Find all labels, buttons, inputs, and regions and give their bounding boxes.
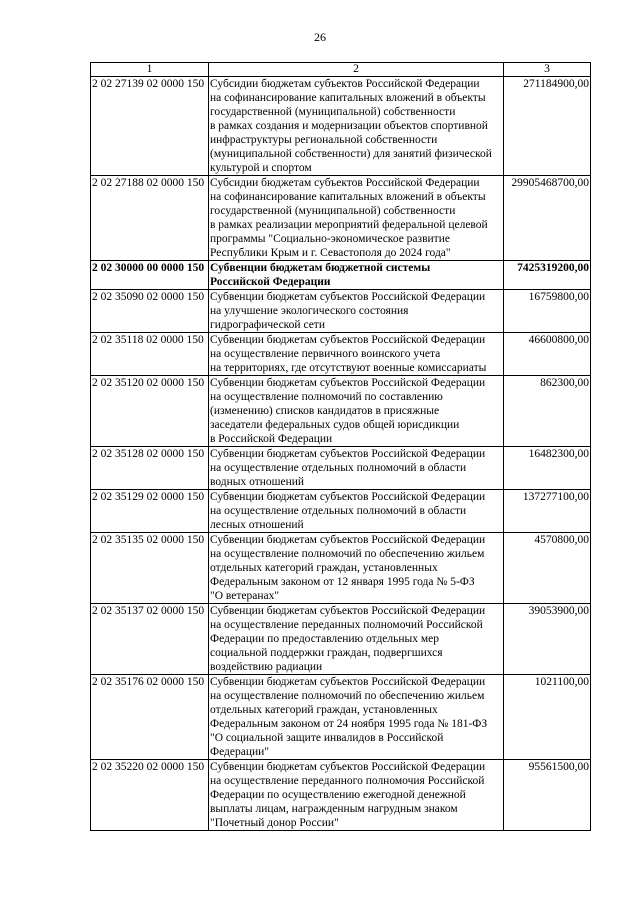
classification-code-cell: 2 02 35176 02 0000 150 [91,675,209,760]
amount-cell: 7425319200,00 [504,261,591,290]
classification-code-cell: 2 02 35090 02 0000 150 [91,290,209,333]
classification-code-cell: 2 02 35129 02 0000 150 [91,490,209,533]
table-row [91,490,591,533]
column-number-1: 1 [91,63,209,77]
classification-code-cell: 2 02 35120 02 0000 150 [91,376,209,447]
income-name-cell: Субвенции бюджетам субъектов Российской Федерации на осуществление переданного полномочия Российской Федерации по осуществлению ежегодной денежной выплаты лицам, награжденным нагрудным знаком "Почетный донор России" [209,760,504,831]
table-row [91,604,591,675]
table-row [91,77,591,176]
classification-code-cell: 2 02 35137 02 0000 150 [91,604,209,675]
amount-cell: 46600800,00 [504,333,591,376]
amount-cell: 1021100,00 [504,675,591,760]
column-number-2: 2 [209,63,504,77]
table-row [91,290,591,333]
amount-cell: 4570800,00 [504,533,591,604]
table-body [91,77,591,831]
amount-cell: 16759800,00 [504,290,591,333]
income-name-cell: Субвенции бюджетам субъектов Российской Федерации на осуществление переданных полномочий Российской Федерации по предоставлению отдельных мер социальной поддержки граждан, подвергшихся воздействию радиации [209,604,504,675]
table-row [91,376,591,447]
income-name-cell: Субвенции бюджетам субъектов Российской Федерации на улучшение экологического состояния гидрографической сети [209,290,504,333]
table-row [91,675,591,760]
classification-code-cell: 2 02 35118 02 0000 150 [91,333,209,376]
amount-cell: 862300,00 [504,376,591,447]
amount-cell: 39053900,00 [504,604,591,675]
classification-code-cell: 2 02 27188 02 0000 150 [91,176,209,261]
income-name-cell: Субвенции бюджетам субъектов Российской Федерации на осуществление полномочий по составлению (изменению) списков кандидатов в присяжные заседатели федеральных судов общей юрисдикции в Российской Федерации [209,376,504,447]
table-row [91,333,591,376]
amount-cell: 29905468700,00 [504,176,591,261]
column-number-3: 3 [504,63,591,77]
income-name-cell: Субвенции бюджетам субъектов Российской Федерации на осуществление отдельных полномочий в области лесных отношений [209,490,504,533]
classification-code-cell: 2 02 27139 02 0000 150 [91,77,209,176]
table-row [91,760,591,831]
classification-code-cell: 2 02 35135 02 0000 150 [91,533,209,604]
page-number: 26 [314,30,326,44]
table-row [91,533,591,604]
classification-code-cell: 2 02 35220 02 0000 150 [91,760,209,831]
income-name-cell: Субвенции бюджетам бюджетной системы Российской Федерации [209,261,504,290]
amount-cell: 95561500,00 [504,760,591,831]
income-name-cell: Субсидии бюджетам субъектов Российской Федерации на софинансирование капитальных вложений в объекты государственной (муниципальной) собственности в рамках реализации мероприятий федеральной целевой программы "Социально-экономическое развитие Республики Крым и г. Севастополя до 2024 года" [209,176,504,261]
column-number-row [91,63,591,77]
amount-cell: 271184900,00 [504,77,591,176]
income-name-cell: Субвенции бюджетам субъектов Российской Федерации на осуществление первичного воинского учета на территориях, где отсутствуют военные комиссариаты [209,333,504,376]
table-row [91,261,591,290]
table-row [91,176,591,261]
income-name-cell: Субвенции бюджетам субъектов Российской Федерации на осуществление полномочий по обеспечению жильем отдельных категорий граждан, установленных Федеральным законом от 12 января 1995 года № 5-ФЗ "О ветеранах" [209,533,504,604]
classification-code-cell: 2 02 30000 00 0000 150 [91,261,209,290]
income-name-cell: Субвенции бюджетам субъектов Российской Федерации на осуществление отдельных полномочий в области водных отношений [209,447,504,490]
income-name-cell: Субсидии бюджетам субъектов Российской Федерации на софинансирование капитальных вложений в объекты государственной (муниципальной) собственности в рамках создания и модернизации объектов спортивной инфраструктуры региональной собственности (муниципальной собственности) для занятий физической культурой и спортом [209,77,504,176]
budget-revenue-table [90,62,591,831]
amount-cell: 16482300,00 [504,447,591,490]
income-name-cell: Субвенции бюджетам субъектов Российской Федерации на осуществление полномочий по обеспечению жильем отдельных категорий граждан, установленных Федеральным законом от 24 ноября 1995 года № 181-ФЗ "О социальной защите инвалидов в Российской Федерации" [209,675,504,760]
table-row [91,447,591,490]
amount-cell: 137277100,00 [504,490,591,533]
classification-code-cell: 2 02 35128 02 0000 150 [91,447,209,490]
